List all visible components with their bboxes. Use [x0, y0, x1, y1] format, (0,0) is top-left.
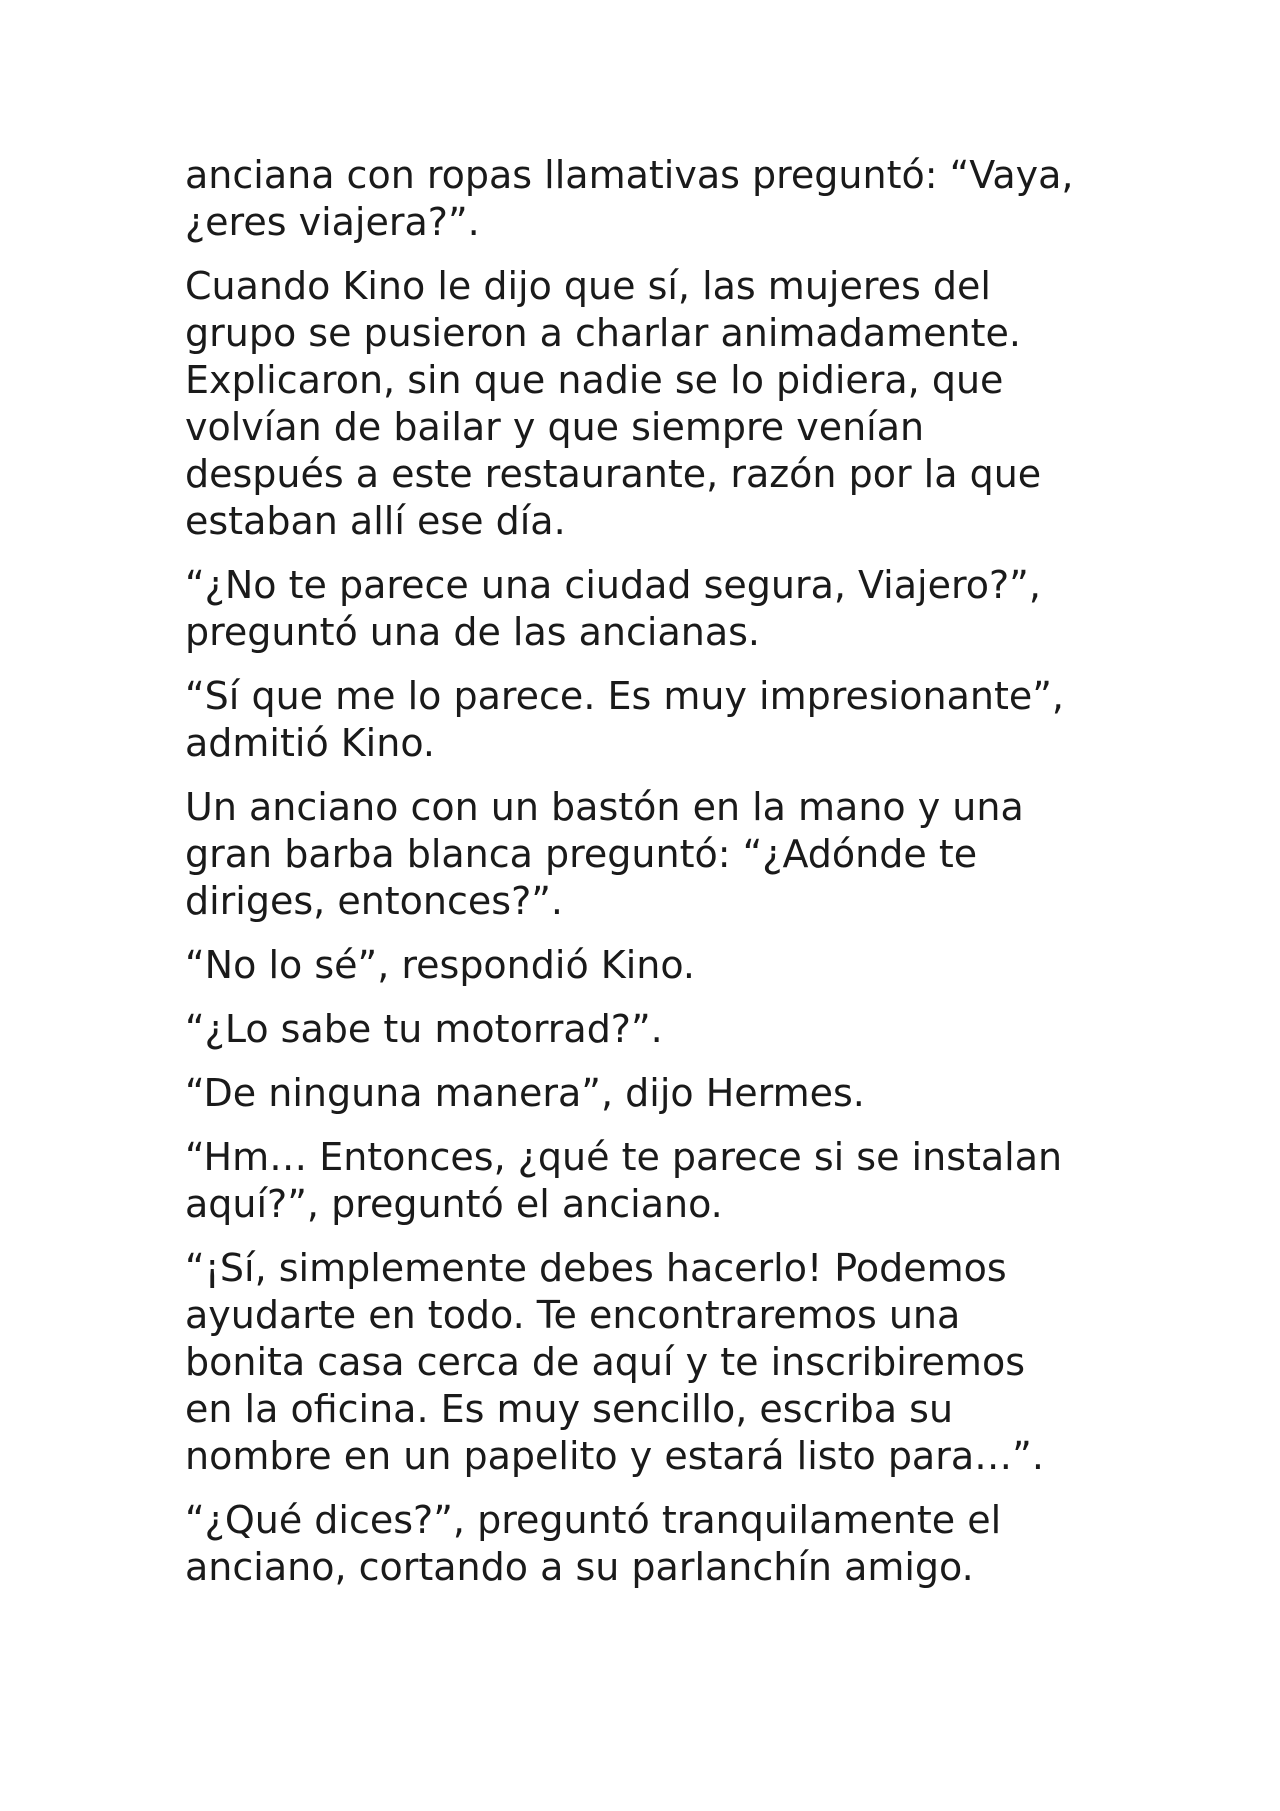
paragraph: “Sí que me lo parece. Es muy impresionante”, admitió Kino. — [185, 674, 1064, 765]
paragraph: Cuando Kino le dijo que sí, las mujeres del grupo se pusieron a charlar animadamente. Explicaron, sin que nadie se lo pidiera, que volvían de bailar y que siempre venían después a este restaurante, razón por la que estaban allí ese día. — [185, 264, 1042, 543]
paragraph: Un anciano con un bastón en la mano y una gran barba blanca preguntó: “¿Adónde te diriges, entonces?”. — [185, 785, 1024, 923]
paragraph: “¿No te parece una ciudad segura, Viajero?”, preguntó una de las ancianas. — [185, 563, 1041, 654]
paragraph: “No lo sé”, respondió Kino. — [185, 943, 695, 987]
paragraph: “Hm… Entonces, ¿qué te parece si se instalan aquí?”, preguntó el anciano. — [185, 1135, 1063, 1226]
paragraph: “¿Lo sabe tu motorrad?”. — [185, 1007, 663, 1051]
body-text — [185, 152, 1105, 1608]
paragraph: “¡Sí, simplemente debes hacerlo! Podemos ayudarte en todo. Te encontraremos una bonita casa cerca de aquí y te inscribiremos en la oficina. Es muy sencillo, escriba su nombre en un papelito y estará listo para…”. — [185, 1246, 1044, 1478]
paragraph: anciana con ropas llamativas preguntó: “Vaya, ¿eres viajera?”. — [185, 153, 1074, 244]
paragraph: “¿Qué dices?”, preguntó tranquilamente el anciano, cortando a su parlanchín amigo. — [185, 1498, 1002, 1589]
paragraph: “De ninguna manera”, dijo Hermes. — [185, 1071, 865, 1115]
